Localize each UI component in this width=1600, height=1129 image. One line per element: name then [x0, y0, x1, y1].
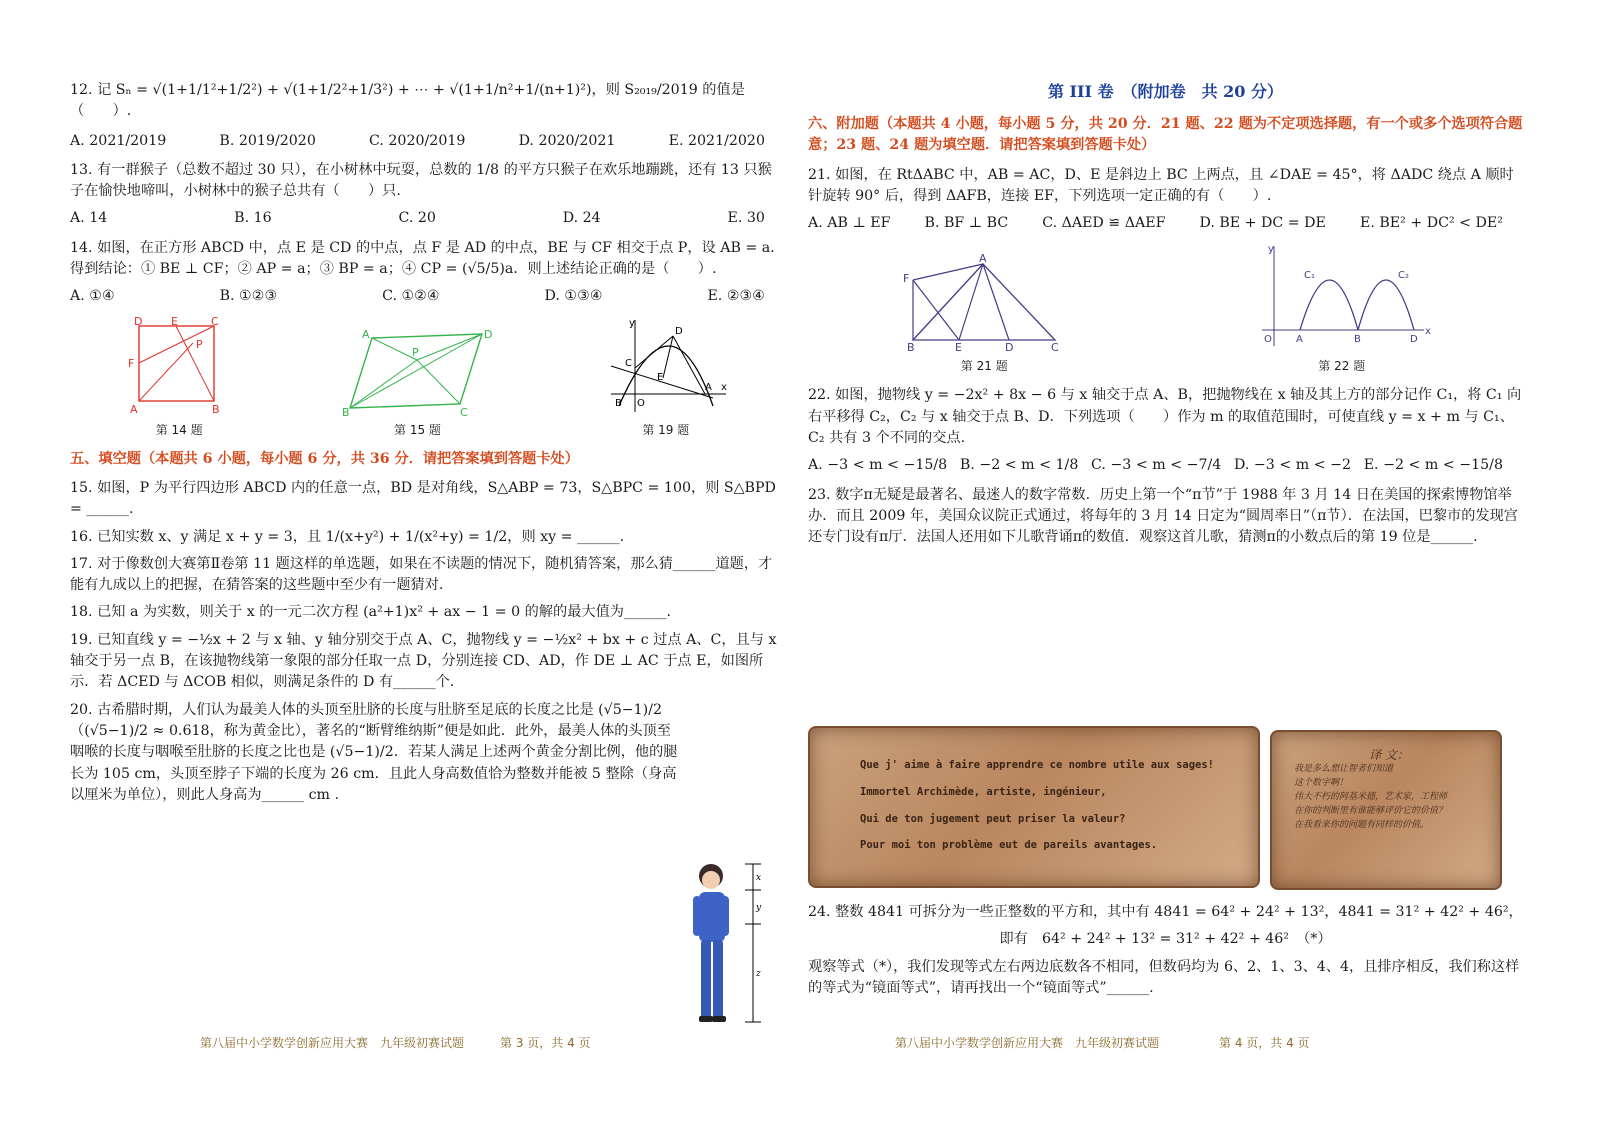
footer-left: 第八届中小学数学创新应用大赛 九年级初赛试题 第 3 页，共 4 页 — [200, 1036, 591, 1050]
label-d: D — [1005, 341, 1014, 353]
label-c2: C₂ — [1397, 270, 1409, 282]
option-d: D. BE + DC = DE — [1199, 215, 1326, 232]
option-c: C. 2020/2019 — [369, 132, 466, 149]
person-illustration-icon — [683, 860, 773, 1030]
label-c: C — [624, 357, 632, 369]
option-c: C. −3 < m < −7/4 — [1091, 457, 1222, 474]
option-d: D. 2020/2021 — [518, 132, 616, 149]
label-c1: C₁ — [1303, 270, 1315, 282]
label-b: B — [614, 397, 622, 409]
label-p: P — [412, 345, 420, 359]
label-d: D — [1409, 334, 1418, 346]
option-a: A. −3 < m < −15/8 — [808, 457, 948, 474]
figure-22-caption: 第 22 题 — [1318, 359, 1366, 374]
translation-title: 译 文： — [1369, 748, 1409, 762]
footer-right: 第八届中小学数学创新应用大赛 九年级初赛试题 第 4 页，共 4 页 — [895, 1036, 1310, 1050]
question-24 — [808, 902, 1523, 1005]
option-e: E. ②③④ — [707, 288, 765, 305]
question-19: 19. 已知直线 y = −½x + 2 与 x 轴、y 轴分别交于点 A、C，抛物线 y = −½x² + bx + c 过点 A、C，且与 x 轴交于另一点 B，在该抛物线第一象限的部分任取一点 D，分别连接 CD、AD，作 DE ⊥ AC 于点 E，如图所示．若 ΔCED 与 ΔCOB 相似，则满足条件的 D 有______个. — [70, 631, 777, 691]
label-b: B — [212, 402, 220, 416]
label-e: E — [955, 341, 963, 353]
poem-scroll — [808, 726, 1260, 888]
option-b: B. 16 — [234, 210, 272, 227]
parallelogram-diagram — [342, 326, 492, 416]
poem-text — [860, 752, 1214, 859]
label-b: B — [907, 341, 915, 353]
question-17: 17. 对于像数创大赛第Ⅱ卷第 11 题这样的单选题，如果在不读题的情况下，随机猜答案，那么猜______道题，才能有九成以上的把握，在猜答案的这些题中至少有一题猜对. — [70, 555, 773, 594]
question-16: 16. 已知实数 x、y 满足 x + y = 3，且 1/(x+y²) + 1/(x²+y) = 1/2，则 xy = ______. — [70, 528, 625, 545]
question-21-options — [808, 213, 1523, 234]
question-21: 21. 如图，在 RtΔABC 中，AB = AC，D、E 是斜边上 BC 上两点，且 ∠DAE = 45°，将 ΔADC 绕点 A 顺时针旋转 90° 后，得到 ΔAFB，连接 EF，下列选项一定正确的有（ ）. — [808, 166, 1514, 204]
poem-line: Que j' aime à faire apprendre ce nombre utile aux sages! — [860, 759, 1215, 771]
person-figure — [683, 860, 773, 1034]
question-22: 22. 如图，抛物线 y = −2x² + 8x − 6 与 x 轴交于点 A、B，把抛物线在 x 轴及其上方的部分记作 C₁，将 C₁ 向右平移得 C₂，C₂ 与 x 轴交于点 B、D．下列选项（ ）作为 m 的取值范围时，可使直线 y = x + m 与 C₁、C₂ 共有 3 个不同的交点. — [808, 387, 1522, 447]
label-c: C — [460, 405, 469, 416]
label-x: x — [720, 381, 727, 393]
option-d: D. −3 < m < −2 — [1234, 457, 1351, 474]
option-a: A. AB ⊥ EF — [808, 215, 891, 232]
question-12: 12. 记 Sₙ = √(1+1/1²+1/2²) + √(1+1/2²+1/3²) + ⋯ + √(1+1/n²+1/(n+1)²)，则 S₂₀₁₉/2019 的值是（ ）. — [70, 82, 745, 120]
label-b: B — [1353, 334, 1361, 346]
question-13: 13. 有一群猴子（总数不超过 30 只），在小树林中玩耍，总数的 1/8 的平方只猴子在欢乐地蹦跳，还有 13 只猴子在愉快地啼叫，小树林中的猴子总共有（ ）只. — [70, 161, 772, 200]
poem-line: Qui de ton jugement peut priser la valeur? — [860, 812, 1126, 825]
poem-line: Pour moi ton problème eut de pareils avantages. — [860, 839, 1158, 852]
label-e: E — [656, 371, 664, 383]
triangle-diagram — [899, 252, 1069, 352]
label-d: D — [674, 325, 683, 337]
option-a: A. ①④ — [70, 288, 115, 305]
option-a: A. 2021/2019 — [70, 132, 167, 149]
figure-21 — [899, 252, 1069, 375]
option-b: B. 2019/2020 — [219, 132, 316, 149]
option-a: A. 14 — [70, 210, 108, 227]
label-f: F — [128, 356, 135, 370]
translation-line: 伟大不朽的阿基米德，艺术家，工程师 — [1294, 791, 1448, 802]
label-a: A — [130, 402, 138, 416]
label-d: D — [484, 327, 493, 341]
label-y: y — [756, 903, 762, 913]
option-d: D. ①③④ — [544, 288, 603, 305]
label-f: F — [903, 272, 910, 286]
translation-scroll — [1270, 730, 1502, 890]
question-24-line1: 24. 整数 4841 可拆分为一些正整数的平方和，其中有 4841 = 64² + 24² + 13²，4841 = 31² + 42² + 46²， — [808, 904, 1523, 920]
option-c: C. ΔAED ≌ ΔAEF — [1042, 215, 1166, 232]
label-a: A — [979, 252, 987, 266]
label-o: O — [1263, 334, 1272, 346]
label-d: D — [134, 315, 143, 328]
figure-14 — [124, 316, 234, 439]
question-23: 23. 数字π无疑是最著名、最迷人的数字常数．历史上第一个“π节”于 1988 年 3 月 14 日在美国的探索博物馆举办．而且 2009 年，美国众议院正式通过，将每年的 3 月 14 日定为“圆周率日”（π节）．在法国，巴黎市的发现宫还专门设有π厅．法国人还用如下儿歌背诵π的数值．观察这首儿歌，猜测π的小数点后的第 19 位是______. — [808, 486, 1518, 546]
right-page — [808, 80, 1523, 555]
label-y: y — [628, 317, 635, 329]
square-diagram — [124, 316, 234, 416]
option-c: C. 20 — [398, 210, 436, 227]
question-13-options — [70, 208, 785, 229]
question-14: 14. 如图，在正方形 ABCD 中，点 E 是 CD 的中点，点 F 是 AD 的中点，BE 与 CF 相交于点 P，设 AB = a．得到结论：① BE ⊥ CF；② AP = a；③ BP = a；④ CP = (√5/5)a．则上述结论正确的是（ ）. — [70, 239, 785, 278]
option-b: B. BF ⊥ BC — [924, 215, 1009, 232]
question-12-options — [70, 131, 785, 152]
option-e: E. 30 — [727, 210, 765, 227]
label-o: O — [636, 397, 645, 409]
label-a: A — [1295, 334, 1303, 346]
parabola-diagram — [601, 316, 731, 416]
figure-15-caption: 第 15 题 — [394, 422, 441, 437]
label-c: C — [211, 315, 219, 328]
section-5-heading: 五、填空题（本题共 6 小题，每小题 6 分，共 36 分．请把答案填到答题卡处） — [70, 450, 579, 467]
figure-22 — [1252, 242, 1432, 375]
label-z: z — [756, 969, 761, 979]
translation-text — [1294, 746, 1484, 833]
label-b: B — [342, 405, 351, 416]
figures-row-left — [70, 316, 785, 439]
label-e: E — [171, 315, 179, 328]
label-x: x — [1424, 326, 1431, 338]
label-y: y — [1267, 244, 1274, 256]
translation-line: 在你的判断里有谁能够评价它的价值？ — [1294, 805, 1448, 816]
option-b: B. −2 < m < 1/8 — [959, 457, 1079, 474]
label-x: x — [756, 873, 762, 883]
question-22-options — [808, 455, 1523, 476]
figures-row-right — [808, 242, 1523, 375]
option-e: E. 2021/2020 — [668, 132, 765, 149]
option-d: D. 24 — [562, 210, 601, 227]
label-p: P — [196, 337, 203, 351]
figure-21-caption: 第 21 题 — [960, 359, 1008, 374]
figure-14-caption: 第 14 题 — [155, 422, 203, 437]
figure-15 — [342, 326, 492, 439]
question-24-line2: 即有 64² + 24² + 13² = 31² + 42² + 46² （*） — [999, 931, 1332, 948]
label-c: C — [1051, 341, 1059, 353]
translation-line: 在我看来你的问题有同样的价值。 — [1294, 819, 1430, 830]
question-24-line3: 观察等式（*），我们发现等式左右两边底数各不相同，但数码均为 6、2、1、3、4、4，且排序相反，我们称这样的等式为“镜面等式”，请再找出一个“镜面等式”______. — [808, 958, 1520, 996]
volume-title: 第 III 卷 （附加卷 共 20 分） — [1047, 82, 1283, 101]
section-6-heading: 六、附加题（本题共 4 小题，每小题 5 分，共 20 分．21 题、22 题为不定项选择题，有一个或多个选项符合题意；23 题、24 题为填空题．请把答案填到答题卡处） — [808, 116, 1523, 154]
left-page — [70, 80, 785, 812]
option-e: E. −2 < m < −15/8 — [1363, 457, 1503, 474]
two-parabolas-diagram — [1252, 242, 1432, 352]
question-20: 20. 古希腊时期，人们认为最美人体的头顶至肚脐的长度与肚脐至足底的长度之比是 (√5−1)/2（(√5−1)/2 ≈ 0.618，称为黄金比），著名的“断臂维纳斯”便是如此．此外，最美人体的头顶至咽喉的长度与咽喉至肚脐的长度之比也是 (√5−1)/2．若某人满足上述两个黄金分割比例，他的腿长为 105 cm，头顶至脖子下端的长度为 26 cm．且此人身高数值恰为整数并能被 5 整除（身高以厘米为单位），则此人身高为______ cm . — [70, 701, 678, 803]
label-a: A — [704, 381, 712, 393]
option-e: E. BE² + DC² < DE² — [1359, 215, 1503, 232]
figure-19-caption: 第 19 题 — [642, 422, 690, 437]
question-14-options — [70, 286, 785, 307]
question-18: 18. 已知 a 为实数，则关于 x 的一元二次方程 (a²+1)x² + ax − 1 = 0 的解的最大值为______. — [70, 604, 672, 621]
translation-line: 这个数字啊！ — [1294, 777, 1349, 788]
poem-line: Immortel Archimède, artiste, ingénieur, — [860, 785, 1107, 798]
figure-19 — [601, 316, 731, 439]
label-a: A — [362, 327, 371, 341]
translation-line: 我是多么想让智者们知道 — [1294, 764, 1394, 774]
option-c: C. ①②④ — [382, 288, 440, 305]
option-b: B. ①②③ — [219, 288, 278, 305]
question-15: 15. 如图，P 为平行四边形 ABCD 内的任意一点，BD 是对角线，S△ABP = 73，S△BPC = 100，则 S△BPD = ______. — [70, 479, 776, 518]
